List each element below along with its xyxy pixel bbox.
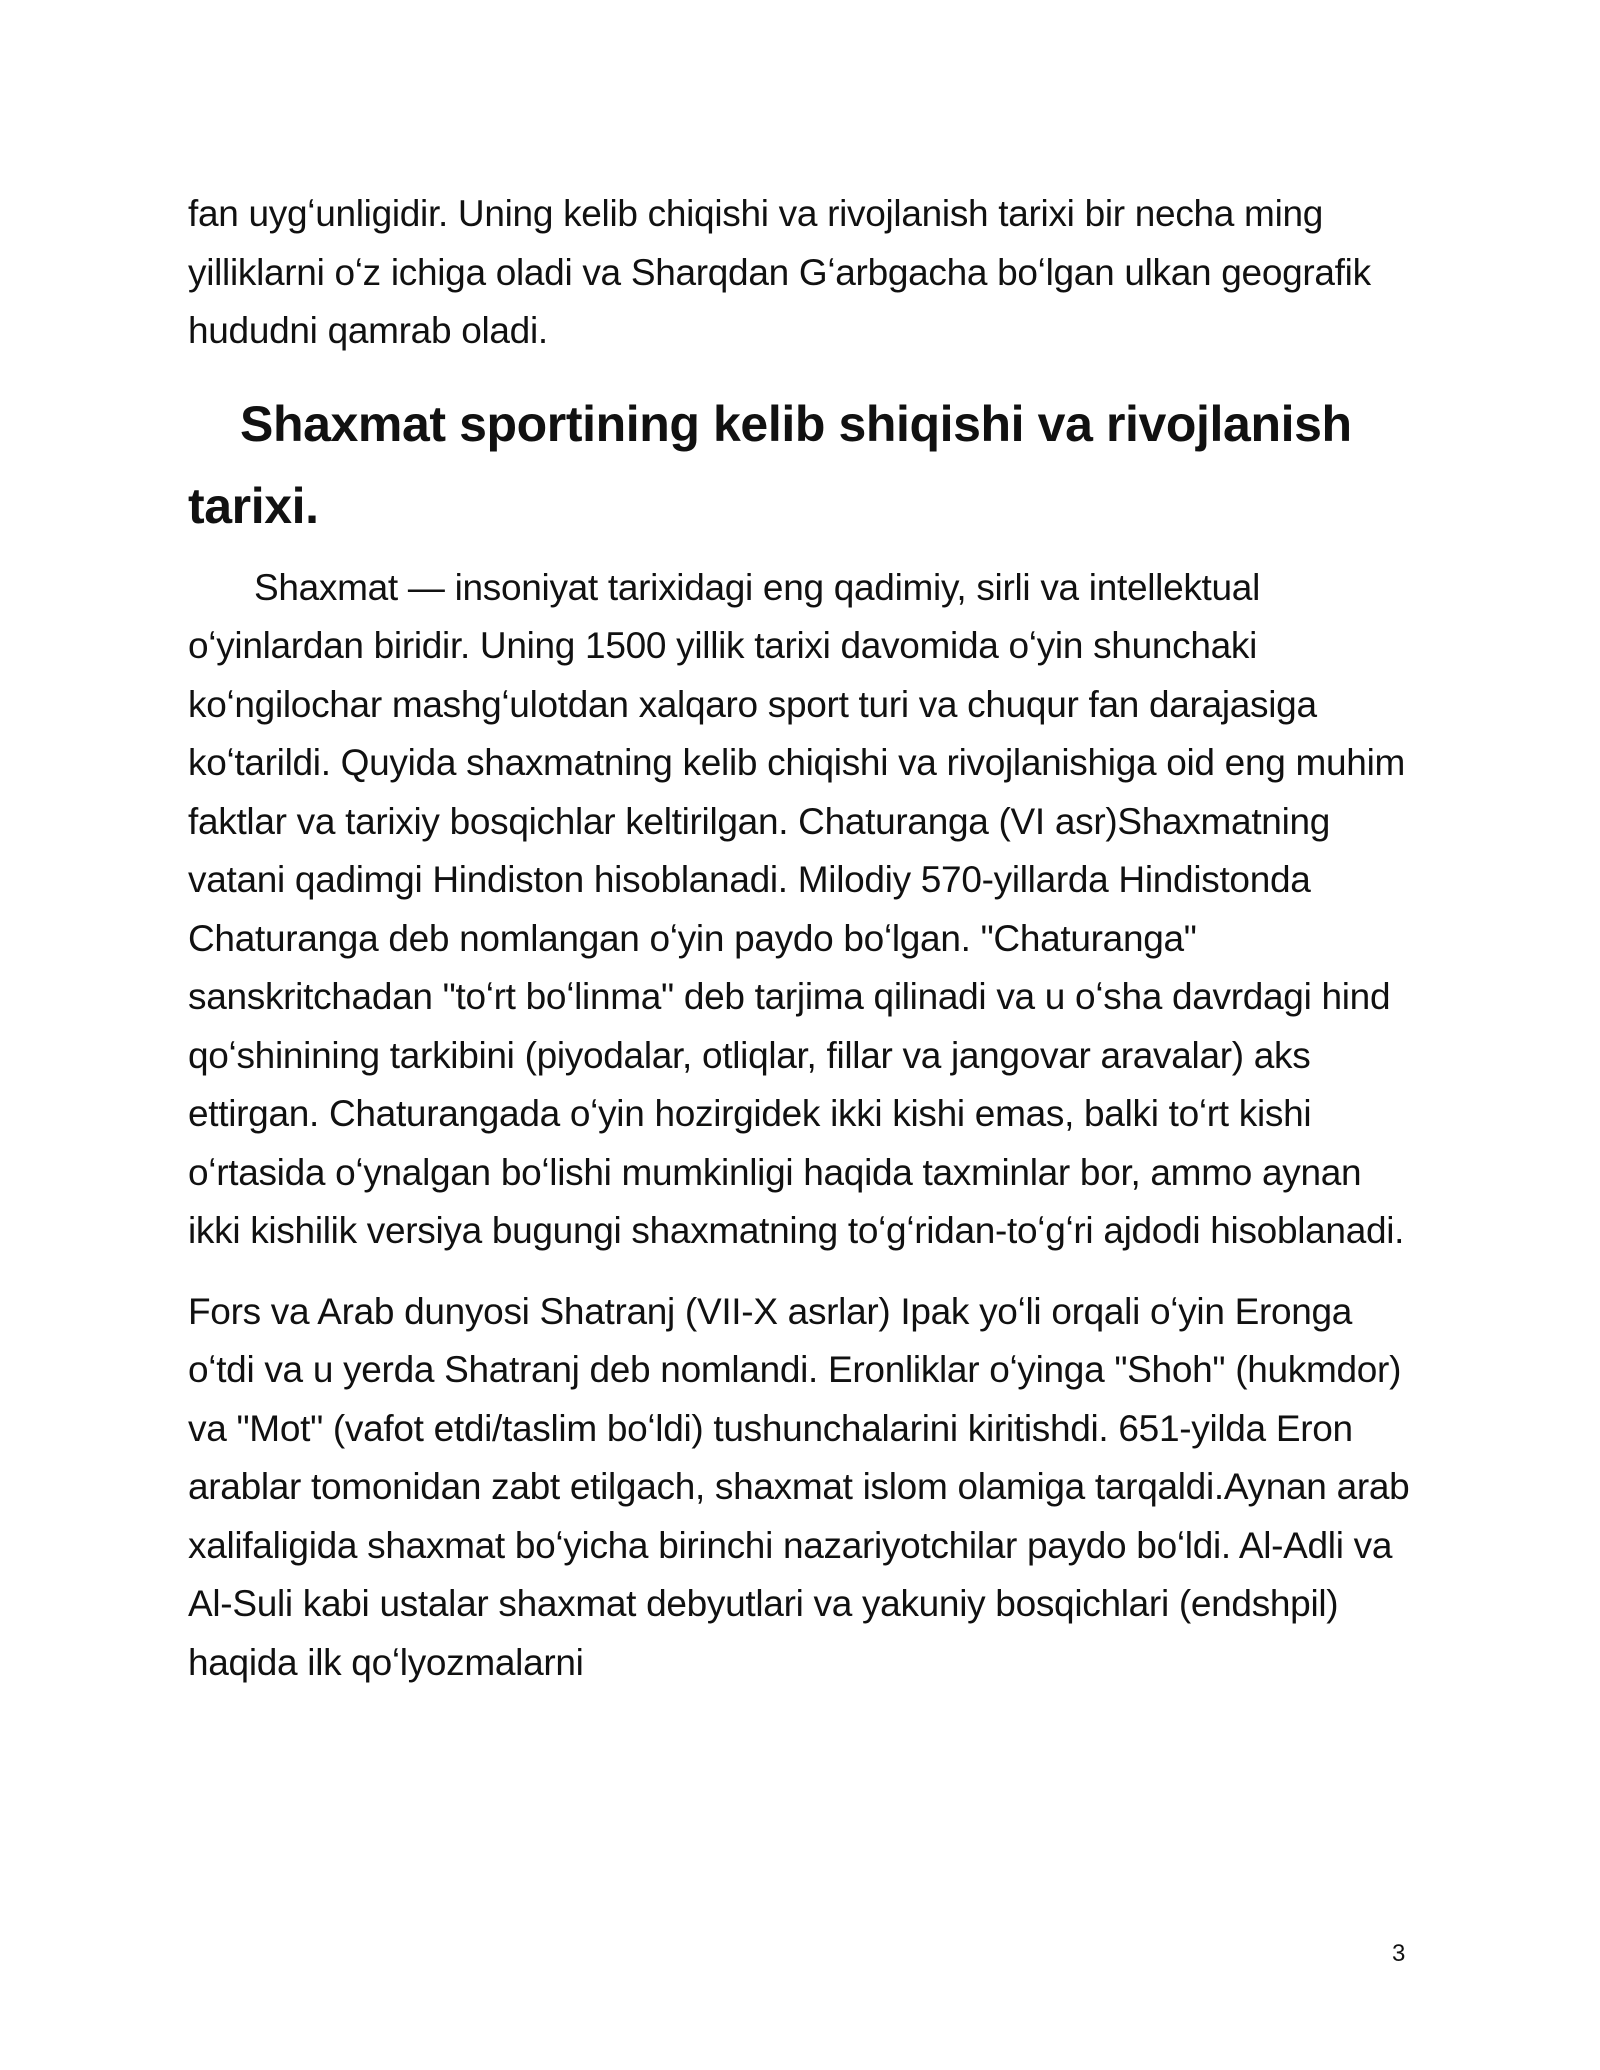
paragraph-shatranj: Fors va Arab dunyosi Shatranj (VII-X asrlar) Ipak yoʻli orqali oʻyin Eronga oʻtdi va u yerda Shatranj deb nomlandi. Eronliklar oʻyinga "Shoh" (hukmdor) va "Mot" (vafot etdi/taslim boʻldi) tushunchalarini kiritishdi. 651-yilda Eron arablar tomonidan zabt etilgach, shaxmat islom olamiga tarqaldi.Aynan arab xalifaligida shaxmat boʻyicha birinchi nazariyotchilar paydo boʻldi. Al-Adli va Al-Suli kabi ustalar shaxmat debyutlari va yakuniy bosqichlari (endshpil) haqida ilk qoʻlyozmalarni — [188, 1290, 1410, 1683]
spacer — [188, 1261, 1413, 1283]
section-heading: Shaxmat sportining kelib shiqishi va rivojlanish tarixi. — [188, 395, 1352, 534]
paragraph-chaturanga: Shaxmat — insoniyat tarixidagi eng qadimiy, sirli va intellektual oʻyinlardan biridir. Uning 1500 yillik tarixi davomida oʻyin shunchaki koʻngilochar mashgʻulotdan xalqaro sport turi va chuqur fan darajasiga koʻtarildi. Quyida shaxmatning kelib chiqishi va rivojlanishiga oid eng muhim faktlar va tarixiy bosqichlar keltirilgan. Chaturanga (VI asr)Shaxmatning vatani qadimgi Hindiston hisoblanadi. Milodiy 570-yillarda Hindistonda Chaturanga deb nomlangan oʻyin paydo boʻlgan. "Chaturanga" sanskritchadan "toʻrt boʻlinma" deb tarjima qilinadi va u oʻsha davrdagi hind qoʻshinining tarkibini (piyodalar, otliqlar, fillar va jangovar aravalar) aks ettirgan. Chaturangada oʻyin hozirgidek ikki kishi emas, balki toʻrt kishi oʻrtasida oʻynalgan boʻlishi mumkinligi haqida taxminlar bor, ammo aynan ikki kishilik versiya bugungi shaxmatning toʻgʻridan-toʻgʻri ajdodi hisoblanadi. — [188, 566, 1406, 1251]
spacer — [188, 361, 1413, 383]
page-number: 3 — [1392, 1940, 1406, 1967]
intro-paragraph: fan uygʻunligidir. Uning kelib chiqishi va rivojlanish tarixi bir necha ming yilliklarni oʻz ichiga oladi va Sharqdan Gʻarbgacha boʻlgan ulkan geografik hududni qamrab oladi. — [188, 193, 1371, 351]
document-page — [188, 185, 1413, 1692]
spacer — [188, 547, 1413, 559]
